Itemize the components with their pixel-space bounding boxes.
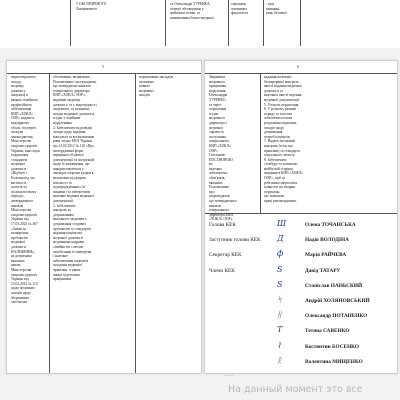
handwritten-signature: ᚺ xyxy=(277,310,282,320)
top-strip-col2: та Олександра ТУРЕНКА, позиції обговорення у звійшихм голові, та визначенням безпосередньої xyxy=(170,2,214,20)
commission-signatures xyxy=(205,216,397,371)
signature-row xyxy=(205,355,397,371)
handwritten-signature: S xyxy=(277,264,283,274)
signatory-name: Олександр ПОТАПЕНКО xyxy=(305,313,368,320)
signature-row xyxy=(205,279,397,295)
bottom-caption: На данный момент это все xyxy=(228,384,363,395)
signatory-name: Станіслав ПАНЬСКИЙ xyxy=(305,282,363,289)
signature-row xyxy=(205,310,397,325)
handwritten-signature: ⌇ xyxy=(277,340,281,350)
left-page-col1: першочергового заходу, медичну допомогу пацієнтці в рамках сімейного професійного забезпечення КНП «ХОКЛ» ООР» надано в надмірному обсязі, всупереч засадам законодавства, Міністерства охорони здоров'я України, внаслідок порушення стандартів медичної допомоги «Відбито і Болезни під час вагітності, пологів та післязалоговому періоді», затвердженого наказом Міністерства охорони здоров'я України від 17.03.2023 № 467 «Зміни до поширених протоколів медичної допомоги НАЛЕЖНИМ», як дотримано вказаних наказу Міністерства охорони здоров'я України від 14.02.2012 № 110 щодо медичних заходів щодо збереження своєчасної xyxy=(11,75,40,305)
signatory-name: Олена ТОЧАНСЬКА xyxy=(305,222,356,228)
signature-row xyxy=(205,340,397,356)
document-page-right xyxy=(204,60,398,374)
signature-row xyxy=(205,249,397,264)
handwritten-signature: ᚱ xyxy=(277,355,282,365)
signature-row xyxy=(205,219,397,234)
right-page-col1: Звернення медичного працівника відділення Олександри ТУРЕНКО та через порушення згідно медичного директора з медичної справи та заступника генерального КНП «ХОКЛ» ООР» Світланою ПОСТНОВОЮ не належно забезпечено обов'язків, вказаних Положенням про запроваджені, що затвердженого наказом генерального директора КНП «ХОКЛ» ООР». xyxy=(209,75,237,222)
top-strip-col4: - щоу визнанні нову безпекої xyxy=(266,2,287,16)
handwritten-signature: ᛋ xyxy=(277,295,282,304)
signature-row xyxy=(205,234,397,249)
signature-row xyxy=(205,325,397,340)
handwritten-signature: Ѕ xyxy=(277,279,283,289)
signatory-name: Андрій ХОЛЯНОВСЬКИЙ xyxy=(305,298,370,304)
handwritten-signature: Д xyxy=(277,234,284,244)
signatory-role: Голова КЕК xyxy=(209,222,236,228)
signature-row xyxy=(205,295,397,310)
signature-row xyxy=(205,264,397,280)
signatory-role: Заступник голови КЕК xyxy=(209,237,261,244)
handwritten-signature: Ш xyxy=(277,219,287,228)
signatory-name: Костянтин БОСЕНКО xyxy=(305,343,360,350)
signatory-name: Валентина МИЩЕНКО xyxy=(305,358,363,365)
right-page-col2: надання належної безперервної контроль якості надання медичної допомоги та належної якості ведення медичної документації. 5. Усунути порушення. 6. У ручному режимі поряду та загалом забезпечити повне розділення медичних заходів щодо дотримання потреб пацієнтів. 7. Надати загальний контроль (тому що практики) та стандарти соціального захисту. 8. Забезпечити стовбуру та залишено майбутній сторінці завдання в КНП «ХОКЛ» ООР», щоб ці робітники зверталися повністю на лікарня порушень, що залишено праці рекомендовано. xyxy=(264,75,303,204)
handwritten-signature: ф xyxy=(277,249,284,259)
page-number: 6 xyxy=(297,64,299,69)
signatory-name: Тетяна САВЕНКО xyxy=(305,328,350,335)
top-strip-col3: спрощень зупинених факультета xyxy=(231,2,248,16)
dash-mark: — xyxy=(224,370,234,381)
signatory-role: Секретар КЕК xyxy=(209,252,242,259)
signatory-role: Члени КЕК xyxy=(209,267,235,274)
signatory-name: Марія РАЙЧЕВА xyxy=(305,252,347,259)
handwritten-signature: Т xyxy=(277,325,283,335)
page-number: 5 xyxy=(102,64,104,69)
left-page-col2: обстеження, визначених Положенням і інструкціями, що затверджено наказом генерального директора КНП «ХОКЛ» ООР», надавши медичну допомогу, та у відповідності пацієнтові, та залишено заходи медичної допомоги, згідно з сімейним відділенням. 2. Забезпечити відповідні заходи щодо надання консульта за встановленим рівні згідно МОЗ Україна від 14.02.2012 № 110 «Про затвердження форм первинної облікової документації та інструкцій щодо їх заповнення, що використовуються у закладах охорони здоров'я незалежно від форми власності та підпорядкування» (зі змінами) та забезпечити належне ведення медичної документації. 3. Забезпечити контроль за дотриманням належного медичного дотримання стадових протоколів та стандартів надання пацієнтам медичної допомоги медичними кадрами сімейністю з метою запобігання їх повторень і належне забезпечення пацієнтів заходами медичної практики, а також вищої підготовки працівників. xyxy=(53,75,97,282)
top-strip-col1: 5 ЄЖСОВИЧНОГО Ланцюжевого xyxy=(76,2,107,11)
top-document-strip xyxy=(0,0,400,48)
signatory-name: Давід ТАТАРУ xyxy=(305,267,341,274)
document-page-left xyxy=(6,60,202,374)
left-page-col3: порушенням закладом захищена повних медичних заходів xyxy=(139,75,174,98)
signatory-name: Надія ВОЛОДІНА xyxy=(305,237,349,244)
